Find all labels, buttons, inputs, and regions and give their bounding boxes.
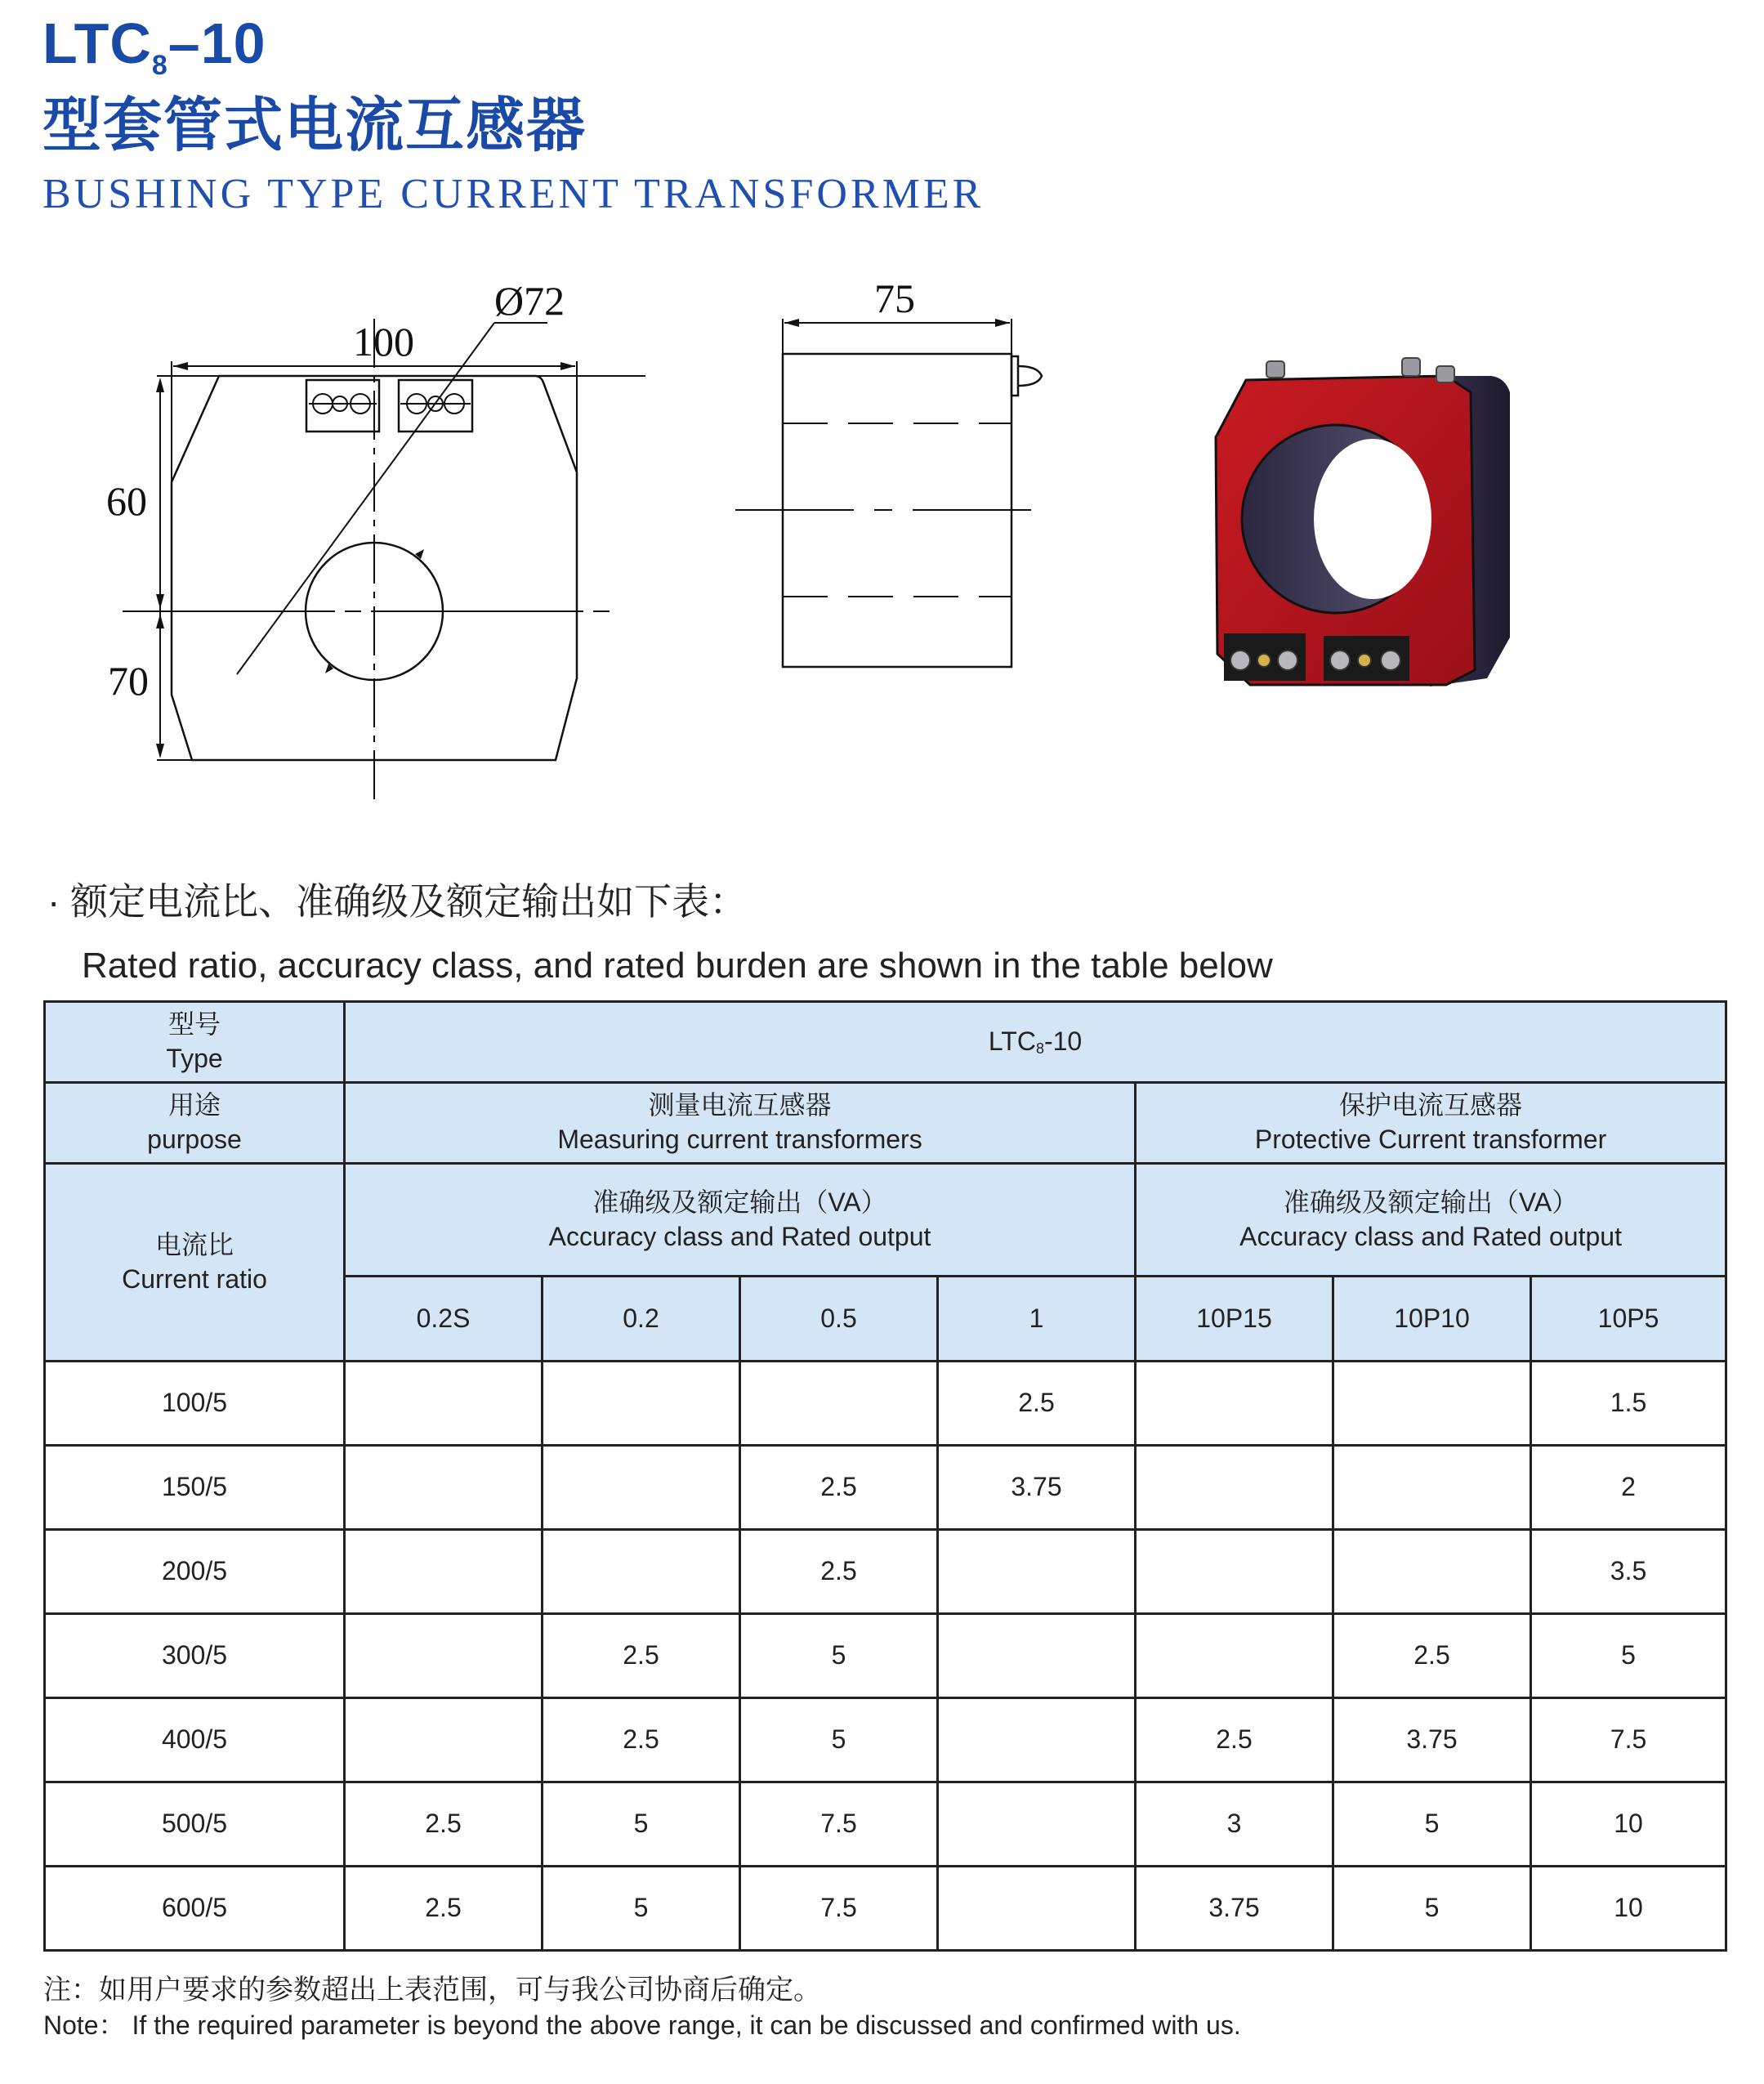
value-cell [740,1362,938,1446]
purpose-label-cell [45,1083,345,1164]
terminal-block-left [306,380,379,432]
measuring-cn: 测量电流互感器 [648,1090,832,1120]
value-cell: 7.5 [740,1867,938,1951]
value-cell [543,1530,740,1614]
ratio-cell: 150/5 [45,1446,345,1530]
protective-accuracy-cell [1136,1164,1726,1277]
ratio-cell: 300/5 [45,1614,345,1698]
value-cell: 10 [1531,1867,1726,1951]
front-outline [172,376,298,760]
note-english: Note： If the required parameter is beyond the above range, it can be discussed and confirmed with us. [43,2010,1241,2040]
value-cell: 2.5 [740,1446,938,1530]
measuring-en: Measuring current transformers [557,1125,922,1154]
measuring-accuracy-en: Accuracy class and Rated output [548,1221,931,1251]
value-cell [1333,1362,1531,1446]
type-row [45,1002,1726,1083]
value-cell: 2.5 [345,1782,543,1867]
protective-cell [1136,1083,1726,1164]
value-cell [938,1782,1136,1867]
value-cell: 10 [1531,1782,1726,1867]
intro-chinese [47,880,748,923]
ratio-cell: 500/5 [45,1782,345,1867]
type-value-subscript: 8 [1035,1040,1044,1058]
diameter-dimension-label: Ø72 [494,278,565,324]
lower-height-dimension-label: 70 [108,658,149,704]
protective-accuracy-cn: 准确级及额定输出（VA） [1283,1187,1579,1217]
value-cell: 2.5 [740,1530,938,1614]
model-title [42,11,266,81]
value-cell: 2.5 [1136,1698,1333,1782]
value-cell: 5 [740,1698,938,1782]
model-suffix: –10 [167,11,266,75]
value-cell: 5 [1333,1782,1531,1867]
value-cell: 2.5 [543,1614,740,1698]
type-label-cn: 型号 [167,1009,221,1040]
value-cell [345,1446,543,1530]
value-cell [1333,1446,1531,1530]
measuring-accuracy-cell [345,1164,1136,1277]
value-cell [938,1698,1136,1782]
protective-accuracy-en: Accuracy class and Rated output [1239,1221,1622,1251]
value-cell: 5 [740,1614,938,1698]
product-photo [1201,343,1544,703]
intro-english: Rated ratio, accuracy class, and rated burden are shown in the table below [82,946,1273,986]
ratio-cell: 100/5 [45,1362,345,1446]
class-header-cell: 10P10 [1333,1277,1531,1362]
class-header-cell: 0.5 [740,1277,938,1362]
purpose-row [45,1083,1726,1164]
terminal-block-right [399,380,472,432]
value-cell: 2.5 [543,1698,740,1782]
ratio-cell: 400/5 [45,1698,345,1782]
class-header-cell: 10P5 [1531,1277,1726,1362]
table-row [45,1614,1726,1698]
value-cell: 3.75 [938,1446,1136,1530]
value-cell [938,1530,1136,1614]
class-header-cell: 10P15 [1136,1277,1333,1362]
value-cell: 7.5 [740,1782,938,1867]
value-cell [543,1362,740,1446]
intro-chinese-text: 额定电流比、准确级及额定输出如下表： [70,880,748,923]
ratio-label-en: Current ratio [122,1263,267,1294]
value-cell [345,1698,543,1782]
type-value-cell [345,1002,1726,1083]
table-row [45,1698,1726,1782]
model-prefix: LTC [42,11,152,75]
value-cell: 3.75 [1333,1698,1531,1782]
table-body [45,1362,1726,1951]
value-cell: 7.5 [1531,1698,1726,1782]
table-row [45,1867,1726,1951]
width-dimension-label: 100 [353,319,414,364]
protective-cn: 保护电流互感器 [1339,1090,1523,1120]
class-header-cell: 0.2 [543,1277,740,1362]
ratio-cell: 200/5 [45,1530,345,1614]
protective-en: Protective Current transformer [1254,1125,1607,1154]
bullet: · [47,880,60,923]
value-cell: 1.5 [1531,1362,1726,1446]
table-row [45,1782,1726,1867]
value-cell [1136,1614,1333,1698]
value-cell: 3.75 [1136,1867,1333,1951]
value-cell [543,1446,740,1530]
class-header-cell: 0.2S [345,1277,543,1362]
value-cell: 5 [1531,1614,1726,1698]
value-cell [1136,1362,1333,1446]
table-row [45,1362,1726,1446]
value-cell [938,1867,1136,1951]
ratio-label-cn: 电流比 [154,1229,234,1259]
value-cell: 2 [1531,1446,1726,1530]
measuring-accuracy-cn: 准确级及额定输出（VA） [592,1187,887,1217]
value-cell [345,1614,543,1698]
title-english: BUSHING TYPE CURRENT TRANSFORMER [42,171,985,217]
type-label-cell [45,1002,345,1083]
value-cell: 2.5 [1333,1614,1531,1698]
depth-dimension-label: 75 [874,275,915,321]
value-cell [345,1362,543,1446]
value-cell: 2.5 [345,1867,543,1951]
type-label-en: Type [166,1044,223,1073]
purpose-label-en: purpose [147,1125,242,1154]
photo-window-inner [1314,439,1431,599]
class-header-cell: 1 [938,1277,1136,1362]
measuring-cell [345,1083,1136,1164]
type-value-suffix: -10 [1043,1026,1083,1057]
value-cell: 2.5 [938,1362,1136,1446]
value-cell [1136,1530,1333,1614]
ratio-cell: 600/5 [45,1867,345,1951]
table-row [45,1530,1726,1614]
title-chinese: 型套管式电流互感器 [42,93,587,159]
ratio-label-cell [45,1164,345,1362]
purpose-label-cn: 用途 [167,1090,221,1120]
upper-height-dimension-label: 60 [106,478,147,524]
value-cell: 3.5 [1531,1530,1726,1614]
value-cell: 3 [1136,1782,1333,1867]
type-value-prefix: LTC [988,1026,1036,1057]
model-subscript: 8 [151,50,168,81]
side-view-drawing [711,275,1078,785]
accuracy-row [45,1164,1726,1277]
spec-table [43,1000,1727,1952]
value-cell: 5 [1333,1867,1531,1951]
front-view-drawing [106,270,694,801]
value-cell [938,1614,1136,1698]
value-cell: 5 [543,1782,740,1867]
value-cell [1136,1446,1333,1530]
value-cell [345,1530,543,1614]
note-chinese: 注：如用户要求的参数超出上表范围，可与我公司协商后确定。 [43,1974,821,2006]
value-cell [1333,1530,1531,1614]
value-cell: 5 [543,1867,740,1951]
table-row [45,1446,1726,1530]
